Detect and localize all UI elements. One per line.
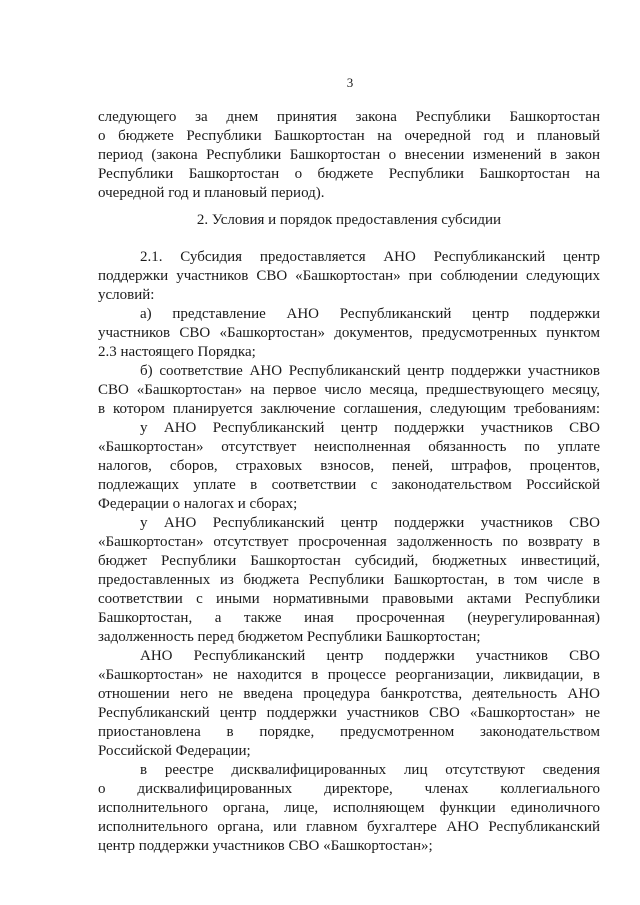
text-line: условий: (98, 287, 155, 303)
text-line: Республиканский центр поддержки участников СВО «Башкортостан» не (98, 705, 600, 721)
text-line: соответствии с иными нормативными правовыми актами Республики (98, 591, 600, 607)
intro-paragraph (98, 108, 600, 203)
text-line: о бюджете Республики Башкортостан на очередной год и плановый (98, 128, 600, 144)
requirement-disqualified (98, 761, 600, 856)
text-line: центр поддержки участников СВО «Башкортостан»; (98, 838, 433, 854)
text-line: Федерации о налогах и сборах; (98, 496, 298, 512)
paragraph-b (98, 362, 600, 419)
text-line: следующего за днем принятия закона Республики Башкортостан (98, 109, 600, 125)
section-heading: 2. Условия и порядок предоставления субсидии (196, 212, 502, 228)
requirement-debt (98, 514, 600, 647)
text-line: предоставленных из бюджета Республики Башкортостан, в том числе в (98, 572, 600, 588)
text-line: налогов, сборов, страховых взносов, пеней, штрафов, процентов, (98, 458, 600, 474)
text-line: задолженность перед бюджетом Республики Башкортостан; (98, 629, 481, 645)
text-line: Российской Федерации; (98, 743, 251, 759)
text-line: Республики Башкортостан о бюджете Республики Башкортостан на (98, 166, 600, 182)
text-line: 2.3 настоящего Порядка; (98, 344, 256, 360)
text-line: б) соответствие АНО Республиканский центр поддержки участников (140, 363, 600, 379)
text-line: у АНО Республиканский центр поддержки участников СВО (140, 515, 600, 531)
text-line: у АНО Республиканский центр поддержки участников СВО (140, 420, 600, 436)
text-line: «Башкортостан» не находится в процессе реорганизации, ликвидации, в (98, 667, 600, 683)
text-line: АНО Республиканский центр поддержки участников СВО (140, 648, 600, 664)
text-line: бюджет Республики Башкортостан субсидий, бюджетных инвестиций, (98, 553, 600, 569)
text-line: отношении него не введена процедура банкротства, деятельность АНО (98, 686, 600, 702)
paragraph-2-1 (98, 248, 600, 305)
requirement-taxes (98, 419, 600, 514)
page-number: 3 (346, 75, 354, 90)
text-line: в реестре дисквалифицированных лиц отсутствуют сведения (140, 762, 600, 778)
text-line: СВО «Башкортостан» на первое число месяца, предшествующего месяцу, (98, 382, 600, 398)
text-line: в котором планируется заключение соглашения, следующим требованиям: (98, 401, 600, 417)
text-line: исполнительного органа, или главном бухгалтере АНО Республиканский (98, 819, 600, 835)
text-line: участников СВО «Башкортостан» документов, предусмотренных пунктом (98, 325, 600, 341)
text-line: приостановлена в порядке, предусмотренном законодательством (98, 724, 600, 740)
text-line: Башкортостан, а также иная просроченная (неурегулированная) (98, 610, 600, 626)
text-line: исполнительного органа, лице, исполняющем функции единоличного (98, 800, 600, 816)
text-line: очередной год и плановый период). (98, 185, 325, 201)
text-line: поддержки участников СВО «Башкортостан» при соблюдении следующих (98, 268, 600, 284)
paragraph-a (98, 305, 600, 362)
text-line: 2.1. Субсидия предоставляется АНО Республиканский центр (140, 249, 600, 265)
text-line: подлежащих уплате в соответствии с законодательством Российской (98, 477, 600, 493)
requirement-reorganization (98, 647, 600, 761)
text-line: а) представление АНО Республиканский центр поддержки (140, 306, 600, 322)
text-line: период (закона Республики Башкортостан о внесении изменений в закон (98, 147, 600, 163)
text-line: «Башкортостан» отсутствует неисполненная обязанность по уплате (98, 439, 600, 455)
text-line: «Башкортостан» отсутствует просроченная задолженность по возврату в (98, 534, 600, 550)
text-line: о дисквалифицированных директоре, членах коллегиального (98, 781, 600, 797)
